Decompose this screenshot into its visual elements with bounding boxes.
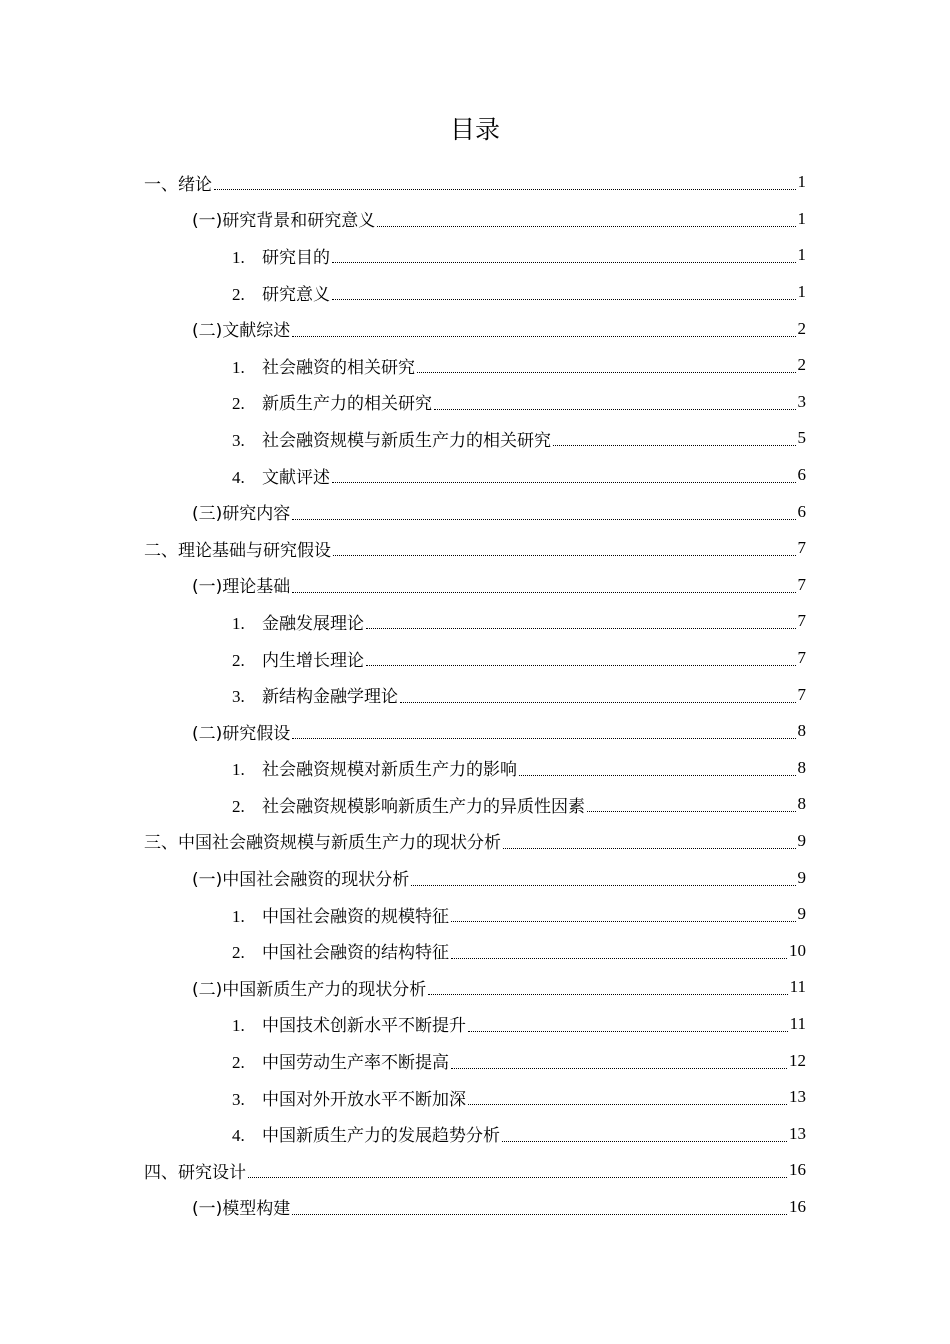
toc-entry-number: 1. [232, 613, 245, 633]
toc-entry-text: (一)模型构建 [192, 1199, 291, 1220]
toc-page-number: 1 [797, 282, 806, 302]
toc-entry[interactable] [0, 347, 950, 384]
toc-page-number: 9 [797, 904, 806, 924]
toc-entry-number: 2. [232, 943, 245, 963]
toc-entry-label [232, 1011, 466, 1036]
toc-entry-number: 2. [232, 394, 245, 414]
dot-leader [451, 920, 796, 922]
dot-leader [417, 371, 796, 373]
toc-entry-text: 二、理论基础与研究假设 [144, 540, 331, 561]
toc-entry-text: 三、中国社会融资规模与新质生产力的现状分析 [144, 833, 501, 854]
toc-entry-text: 中国新质生产力的发展趋势分析 [262, 1126, 500, 1147]
toc-entry-label [232, 646, 364, 671]
dot-leader [519, 774, 796, 776]
toc-entry-label [232, 755, 517, 780]
dot-leader [292, 737, 795, 739]
toc-page-number: 9 [797, 867, 806, 887]
toc-entry[interactable] [0, 823, 950, 860]
toc-entry-text: 中国社会融资的规模特征 [262, 906, 449, 927]
toc-page-number: 3 [797, 391, 806, 411]
toc-entry-label [232, 1085, 466, 1110]
dot-leader [366, 664, 796, 666]
toc-page-number: 11 [789, 1013, 806, 1033]
toc-page-number: 7 [797, 574, 806, 594]
dot-leader [292, 591, 795, 593]
toc-entry-text: 研究意义 [262, 284, 330, 305]
toc-entry-text: (一)研究背景和研究意义 [192, 211, 376, 232]
toc-entry-number: 4. [232, 467, 245, 487]
dot-leader [292, 335, 795, 337]
toc-entry-text: (二)文献综述 [192, 321, 291, 342]
toc-entry-number: 1. [232, 906, 245, 926]
toc-entry-text: (二)研究假设 [192, 723, 291, 744]
toc-entry-label [232, 609, 364, 634]
toc-entry-text: 社会融资规模与新质生产力的相关研究 [262, 430, 551, 451]
toc-entry-label [232, 389, 432, 414]
toc-page-number: 7 [797, 648, 806, 668]
dot-leader [468, 1030, 788, 1032]
toc-entry-text: 社会融资规模对新质生产力的影响 [262, 760, 517, 781]
toc-entry[interactable] [0, 567, 950, 604]
dot-leader [292, 518, 795, 520]
toc-page-number: 1 [797, 172, 806, 192]
toc-entry[interactable] [0, 1006, 950, 1043]
toc-entry[interactable] [0, 530, 950, 567]
dot-leader [502, 1140, 787, 1142]
toc-page-number: 13 [789, 1123, 806, 1143]
toc-entry[interactable] [0, 164, 950, 201]
toc-entry[interactable] [0, 1152, 950, 1189]
toc-entry[interactable] [0, 859, 950, 896]
toc-entry-label [232, 1121, 500, 1146]
toc-entry-number: 3. [232, 687, 245, 707]
toc-entry-label [232, 243, 330, 268]
toc-entry-label [232, 463, 330, 488]
dot-leader [434, 408, 796, 410]
toc-entry-text: 中国技术创新水平不断提升 [262, 1016, 466, 1037]
dot-leader [400, 701, 796, 703]
toc-entry-number: 1. [232, 760, 245, 780]
dot-leader [503, 847, 796, 849]
toc-entry-label [192, 1194, 290, 1219]
toc-entry[interactable] [0, 310, 950, 347]
toc-entry[interactable] [0, 1115, 950, 1152]
toc-entry-label [192, 499, 290, 524]
dot-leader [332, 481, 796, 483]
toc-entry-number: 1. [232, 357, 245, 377]
toc-entry-number: 2. [232, 650, 245, 670]
toc-entry-label [192, 719, 290, 744]
dot-leader [214, 188, 796, 190]
toc-page-number: 7 [797, 684, 806, 704]
toc-entry-text: (一)理论基础 [192, 577, 291, 598]
toc-entry-label [192, 975, 426, 1000]
toc-page-number: 11 [789, 977, 806, 997]
toc-entry-text: (二)中国新质生产力的现状分析 [192, 979, 427, 1000]
toc-entry-label [232, 280, 330, 305]
toc-page-number: 10 [789, 940, 806, 960]
table-of-contents [0, 164, 950, 1225]
toc-page-number: 2 [797, 355, 806, 375]
toc-entry-label [144, 536, 331, 561]
toc-entry-text: 新质生产力的相关研究 [262, 394, 432, 415]
dot-leader [451, 1067, 787, 1069]
toc-entry[interactable] [0, 713, 950, 750]
toc-entry[interactable] [0, 896, 950, 933]
toc-entry[interactable] [0, 493, 950, 530]
toc-entry-label [192, 206, 375, 231]
toc-entry[interactable] [0, 274, 950, 311]
toc-entry[interactable] [0, 237, 950, 274]
toc-page-number: 6 [797, 501, 806, 521]
toc-entry-text: 内生增长理论 [262, 650, 364, 671]
dot-leader [366, 627, 796, 629]
toc-entry-number: 4. [232, 1126, 245, 1146]
toc-page-number: 16 [789, 1196, 806, 1216]
dot-leader [248, 1176, 787, 1178]
toc-entry-number: 2. [232, 1053, 245, 1073]
toc-entry[interactable] [0, 676, 950, 713]
toc-entry-label [144, 828, 501, 853]
toc-entry-label [232, 938, 449, 963]
dot-leader [332, 298, 796, 300]
dot-leader [553, 444, 796, 446]
toc-entry-label [192, 572, 290, 597]
toc-entry[interactable] [0, 932, 950, 969]
toc-entry-number: 2. [232, 284, 245, 304]
toc-entry-text: 文献评述 [262, 467, 330, 488]
toc-entry-text: 中国劳动生产率不断提高 [262, 1053, 449, 1074]
toc-entry[interactable] [0, 969, 950, 1006]
toc-entry-text: 金融发展理论 [262, 613, 364, 634]
dot-leader [428, 993, 787, 995]
toc-entry-text: 研究目的 [262, 247, 330, 268]
toc-entry-text: 中国社会融资的结构特征 [262, 943, 449, 964]
dot-leader [333, 554, 796, 556]
toc-entry-label [144, 1158, 246, 1183]
dot-leader [468, 1103, 787, 1105]
dot-leader [292, 1213, 787, 1215]
toc-entry-label [232, 792, 585, 817]
dot-leader [451, 957, 787, 959]
toc-page-number: 12 [789, 1050, 806, 1070]
toc-entry-label [232, 682, 398, 707]
toc-entry[interactable] [0, 1079, 950, 1116]
toc-entry-text: 新结构金融学理论 [262, 687, 398, 708]
toc-page-number: 8 [797, 794, 806, 814]
toc-entry-text: 四、研究设计 [144, 1162, 246, 1183]
toc-entry[interactable] [0, 1189, 950, 1226]
toc-entry-text: (三)研究内容 [192, 504, 291, 525]
toc-page-number: 8 [797, 757, 806, 777]
toc-entry[interactable] [0, 786, 950, 823]
toc-entry-text: 社会融资规模影响新质生产力的异质性因素 [262, 796, 585, 817]
toc-entry-number: 1. [232, 1016, 245, 1036]
toc-entry[interactable] [0, 420, 950, 457]
toc-page-number: 5 [797, 428, 806, 448]
toc-entry-number: 1. [232, 247, 245, 267]
toc-entry[interactable] [0, 603, 950, 640]
toc-entry-label [192, 865, 409, 890]
toc-entry-label [232, 902, 449, 927]
toc-entry[interactable] [0, 457, 950, 494]
toc-entry-label [192, 316, 290, 341]
toc-entry[interactable] [0, 640, 950, 677]
toc-entry-number: 3. [232, 1089, 245, 1109]
toc-title: 目录 [449, 115, 500, 144]
toc-entry-label [232, 1048, 449, 1073]
toc-entry-number: 3. [232, 430, 245, 450]
toc-entry-text: 一、绪论 [144, 174, 212, 195]
toc-entry[interactable] [0, 384, 950, 421]
toc-page-number: 1 [797, 208, 806, 228]
toc-entry[interactable] [0, 201, 950, 238]
toc-page-number: 2 [797, 318, 806, 338]
toc-page-number: 9 [797, 830, 806, 850]
toc-entry-number: 2. [232, 796, 245, 816]
toc-entry-label [232, 353, 415, 378]
toc-page-number: 16 [789, 1160, 806, 1180]
toc-page-number: 7 [797, 538, 806, 558]
toc-page-number: 1 [797, 245, 806, 265]
toc-page-number: 13 [789, 1087, 806, 1107]
toc-entry-text: 中国对外开放水平不断加深 [262, 1089, 466, 1110]
toc-page-number: 7 [797, 611, 806, 631]
toc-page-number: 8 [797, 721, 806, 741]
toc-entry-text: (一)中国社会融资的现状分析 [192, 870, 410, 891]
toc-entry[interactable] [0, 1042, 950, 1079]
dot-leader [377, 225, 795, 227]
dot-leader [587, 810, 796, 812]
dot-leader [332, 261, 796, 263]
toc-entry-text: 社会融资的相关研究 [262, 357, 415, 378]
dot-leader [411, 884, 795, 886]
toc-page-number: 6 [797, 465, 806, 485]
toc-entry-label [144, 170, 212, 195]
toc-entry-label [232, 426, 551, 451]
toc-entry[interactable] [0, 750, 950, 787]
